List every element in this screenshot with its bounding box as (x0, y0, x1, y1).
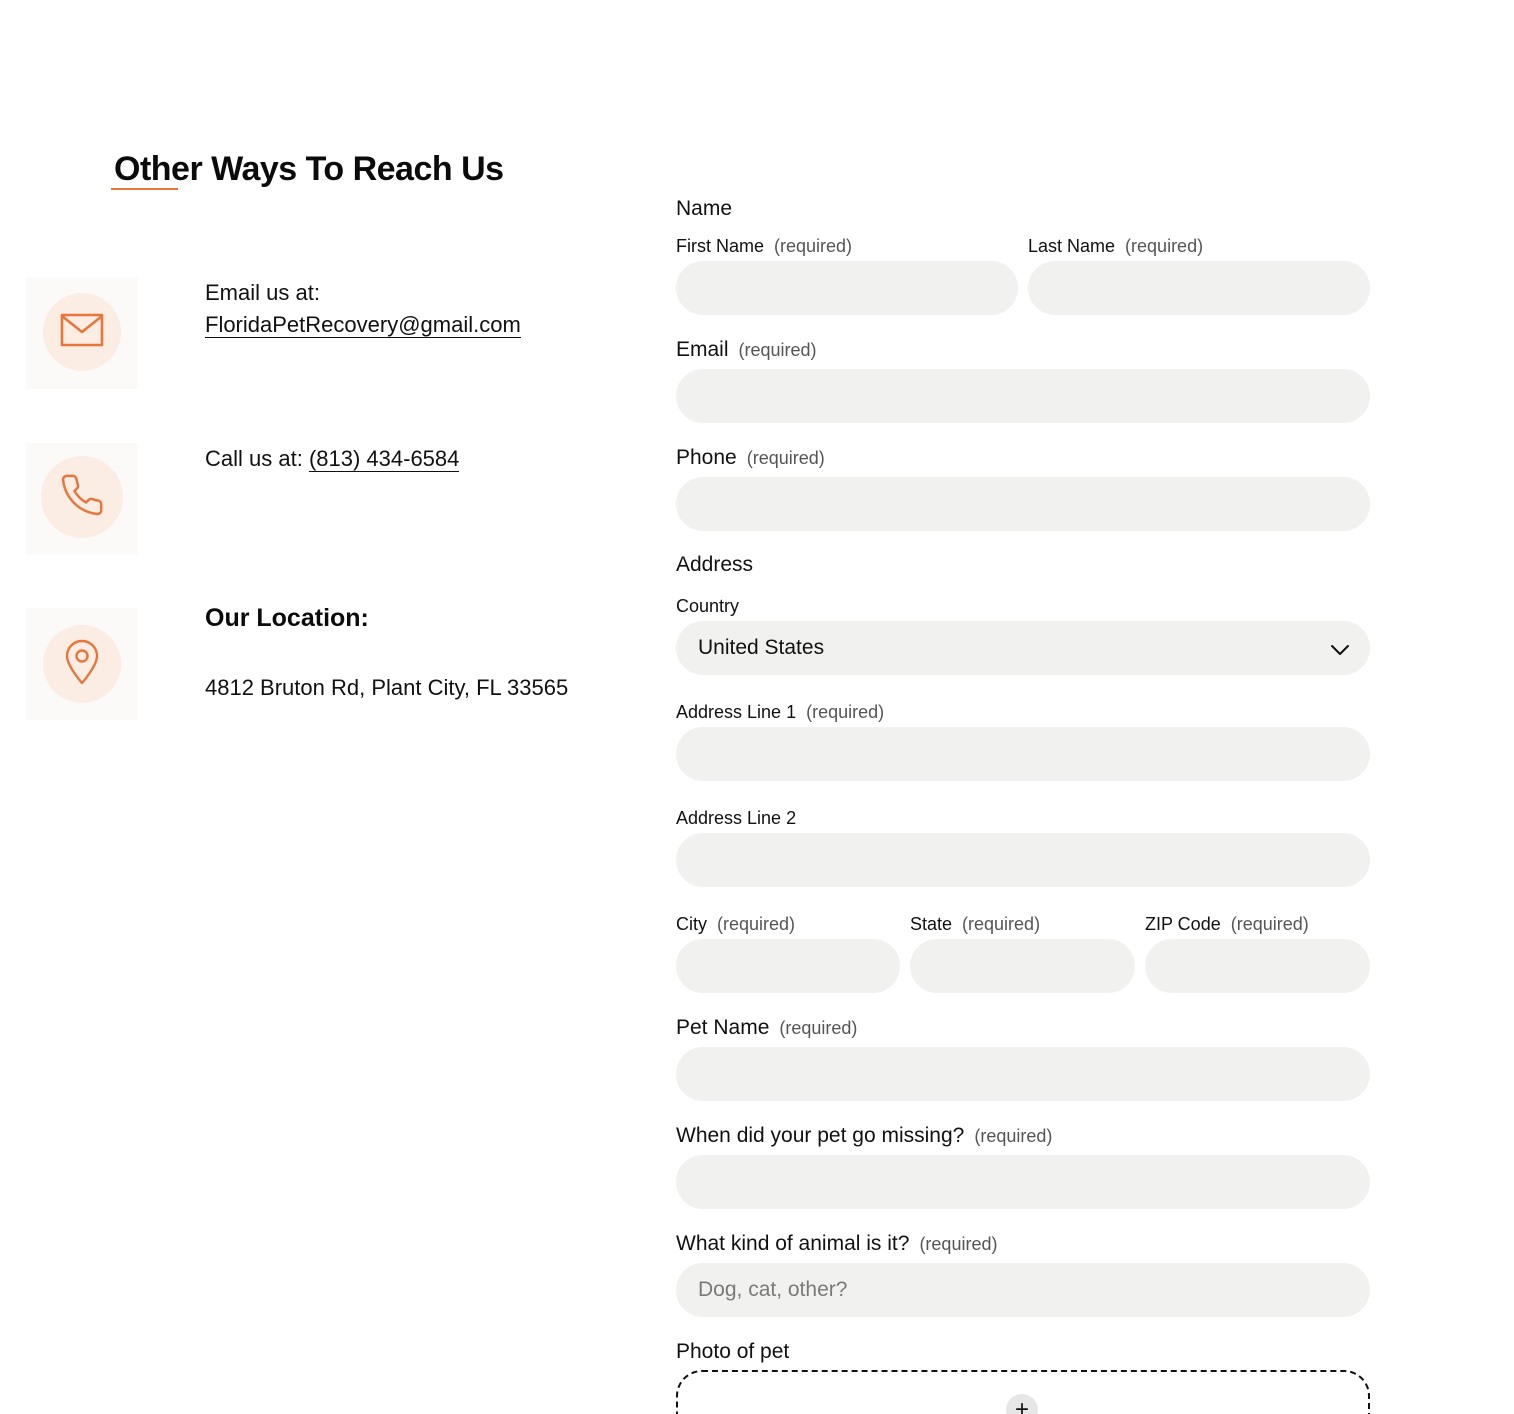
location-icon-circle (43, 625, 121, 703)
city-label (676, 914, 795, 935)
email-input[interactable] (676, 369, 1370, 423)
email-label (676, 338, 817, 362)
required-indicator: (required) (774, 236, 853, 256)
address-line1-label (676, 702, 884, 723)
email-contact (205, 277, 521, 341)
email-icon-circle (43, 293, 121, 371)
required-indicator: (required) (1230, 914, 1309, 934)
name-section-label: Name (676, 197, 733, 220)
required-indicator: (required) (746, 448, 825, 468)
last-name-input[interactable] (1028, 261, 1370, 315)
phone-label (676, 446, 825, 470)
photo-upload-dropzone[interactable] (676, 1370, 1370, 1414)
missing-date-label-text: When did your pet go missing? (676, 1124, 965, 1147)
required-indicator: (required) (1125, 236, 1204, 256)
last-name-label-text: Last Name (1028, 236, 1116, 256)
zip-label (1145, 914, 1309, 935)
state-label (910, 914, 1040, 935)
last-name-label (1028, 236, 1203, 257)
chevron-down-icon (1330, 639, 1350, 663)
phone-icon-circle (41, 456, 123, 538)
phone-label-text: Phone (676, 446, 737, 469)
photo-label: Photo of pet (676, 1340, 790, 1363)
zip-input[interactable] (1145, 939, 1370, 993)
required-indicator: (required) (717, 914, 796, 934)
state-input[interactable] (910, 939, 1135, 993)
first-name-label-text: First Name (676, 236, 765, 256)
required-indicator: (required) (919, 1234, 998, 1254)
email-label-text: Email (676, 338, 729, 361)
location-icon-tile (26, 608, 138, 720)
address-section-label: Address (676, 553, 754, 576)
first-name-label (676, 236, 852, 257)
envelope-icon (60, 313, 104, 352)
location-address: 4812 Bruton Rd, Plant City, FL 33565 (205, 675, 569, 700)
required-indicator: (required) (806, 702, 885, 722)
city-input[interactable] (676, 939, 900, 993)
animal-type-input[interactable] (676, 1263, 1370, 1317)
address-line2-input[interactable] (676, 833, 1370, 887)
address-line1-input[interactable] (676, 727, 1370, 781)
animal-type-placeholder: Dog, cat, other? (698, 1278, 848, 1301)
pet-name-label-text: Pet Name (676, 1016, 770, 1039)
map-pin-icon (64, 639, 100, 690)
heading-accent-underline (111, 188, 178, 190)
contact-heading: Other Ways To Reach Us (114, 150, 504, 188)
city-label-text: City (676, 914, 707, 934)
zip-label-text: ZIP Code (1145, 914, 1221, 934)
email-icon-tile (26, 277, 138, 389)
phone-icon-tile (26, 443, 138, 555)
first-name-input[interactable] (676, 261, 1018, 315)
call-prefix: Call us at: (205, 446, 309, 471)
missing-date-input[interactable] (676, 1155, 1370, 1209)
country-select[interactable] (676, 621, 1370, 675)
state-label-text: State (910, 914, 953, 934)
required-indicator: (required) (738, 340, 817, 360)
phone-contact (205, 443, 459, 475)
email-prefix: Email us at: (205, 280, 320, 305)
missing-date-label (676, 1124, 1052, 1148)
required-indicator: (required) (974, 1126, 1053, 1146)
required-indicator: (required) (779, 1018, 858, 1038)
pet-name-label (676, 1016, 857, 1040)
animal-type-label (676, 1232, 997, 1256)
address-line1-label-text: Address Line 1 (676, 702, 797, 722)
location-title: Our Location: (205, 604, 369, 632)
phone-input[interactable] (676, 477, 1370, 531)
animal-type-label-text: What kind of animal is it? (676, 1232, 910, 1255)
email-link[interactable]: FloridaPetRecovery@gmail.com (205, 312, 521, 337)
phone-link[interactable]: (813) 434-6584 (308, 446, 460, 471)
address-line2-label: Address Line 2 (676, 808, 797, 828)
country-label: Country (676, 596, 740, 616)
phone-icon (59, 472, 105, 523)
country-select-value: United States (698, 636, 825, 659)
plus-icon[interactable]: + (1006, 1394, 1038, 1414)
pet-name-input[interactable] (676, 1047, 1370, 1101)
required-indicator: (required) (962, 914, 1041, 934)
